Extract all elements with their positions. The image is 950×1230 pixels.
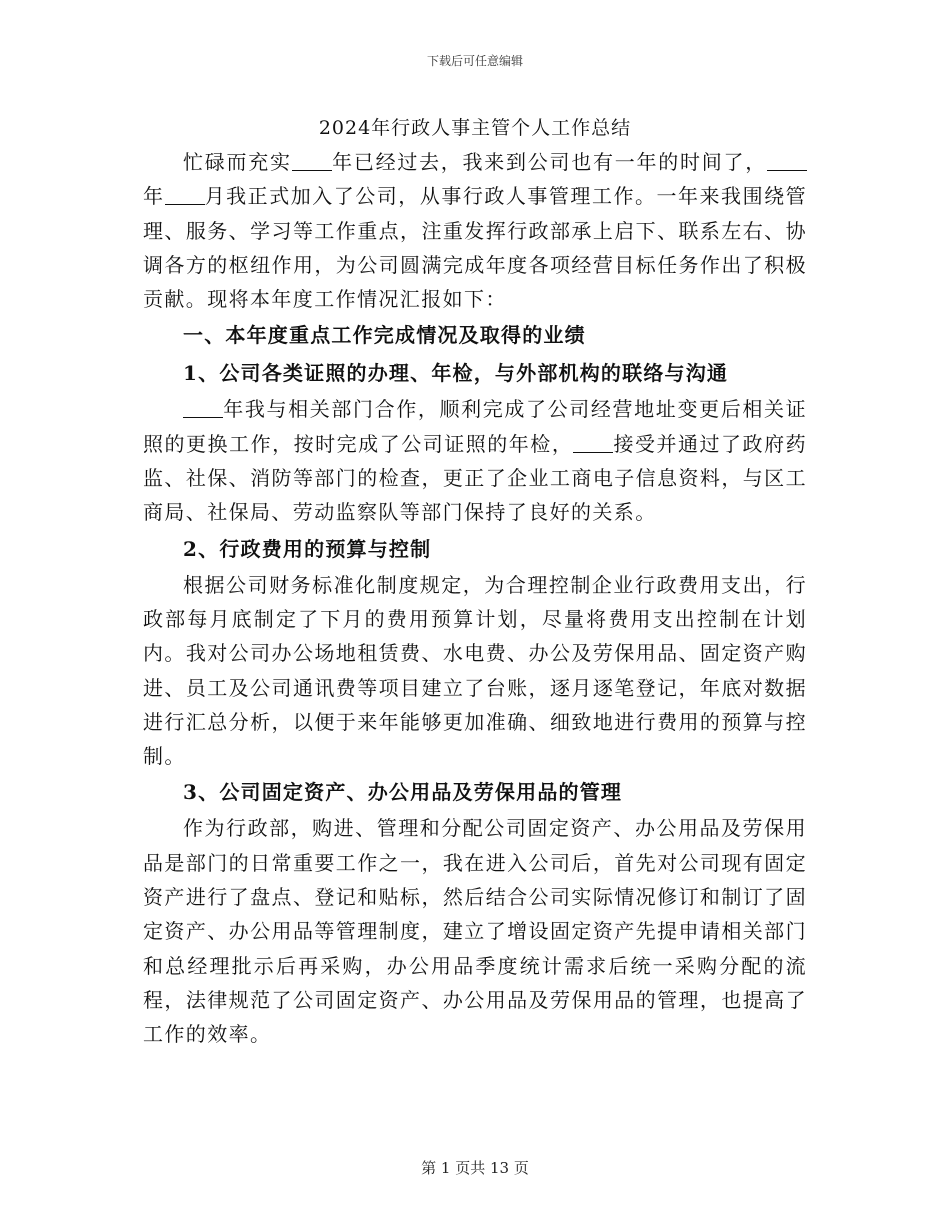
subsection-heading-2: 2、行政费用的预算与控制 xyxy=(183,536,432,561)
subsection-2-paragraph: 根据公司财务标准化制度规定，为合理控制企业行政费用支出，行政部每月底制定了下月的费用预算计划，尽量将费用支出控制在计划内。我对公司办公场地租赁费、水电费、办公及劳保用品、固定资产购进、员工及公司通讯费等项目建立了台账，逐月逐笔登记，年底对数据进行汇总分析，以便于来年能够更加准确、细致地进行费用的预算与控制。 xyxy=(143,572,807,769)
fill-in-blank xyxy=(183,397,223,418)
sub1-text-1: 年我与相关部门合作，顺利完成了公司经营地址变更后相关证照的更换工作，按时完成了公司证照的年检， xyxy=(143,397,807,456)
intro-text-3: 年 xyxy=(143,184,165,209)
sub1-text-2: 接受并通过了政府药监、社保、消防等部门的检查，更正了企业工商电子信息资料，与区工商局、社保局、劳动监察队等部门保持了良好的关系。 xyxy=(143,431,807,525)
fill-in-blank xyxy=(767,150,807,171)
fill-in-blank xyxy=(573,432,613,453)
subsection-3-paragraph: 作为行政部，购进、管理和分配公司固定资产、办公用品及劳保用品是部门的日常重要工作之一，我在进入公司后，首先对公司现有固定资产进行了盘点、登记和贴标，然后结合公司实际情况修订和制订了固定资产、办公用品等管理制度，建立了增设固定资产先提申请相关部门和总经理批示后再采购，办公用品季度统计需求后统一采购分配的流程，法律规范了公司固定资产、办公用品及劳保用品的管理，也提高了工作的效率。 xyxy=(143,816,807,1047)
subsection-heading-1: 1、公司各类证照的办理、年检，与外部机构的联络与沟通 xyxy=(183,361,729,386)
intro-paragraph xyxy=(143,145,807,316)
fill-in-blank xyxy=(292,150,332,171)
subsection-1-paragraph xyxy=(143,392,807,529)
fill-in-blank xyxy=(165,184,205,205)
page-number-footer: 第 1 页共 13 页 xyxy=(421,1159,529,1177)
intro-text-1: 忙碌而充实 xyxy=(183,150,292,174)
document-body xyxy=(143,145,807,1052)
section-heading-1: 一、本年度重点工作完成情况及取得的业绩 xyxy=(183,323,586,348)
document-title: 2024年行政人事主管个人工作总结 xyxy=(318,117,632,139)
intro-text-2: 年已经过去，我来到公司也有一年的时间了， xyxy=(331,150,768,174)
page-header-note: 下载后可任意编辑 xyxy=(426,54,523,68)
intro-text-4: 月我正式加入了公司，从事行政人事管理工作。一年来我围绕管理、服务、学习等工作重点，注重发挥行政部承上启下、联系左右、协调各方的枢纽作用，为公司圆满完成年度各项经营目标任务作出了积极贡献。现将本年度工作情况汇报如下： xyxy=(143,184,808,312)
subsection-heading-3: 3、公司固定资产、办公用品及劳保用品的管理 xyxy=(183,780,623,805)
